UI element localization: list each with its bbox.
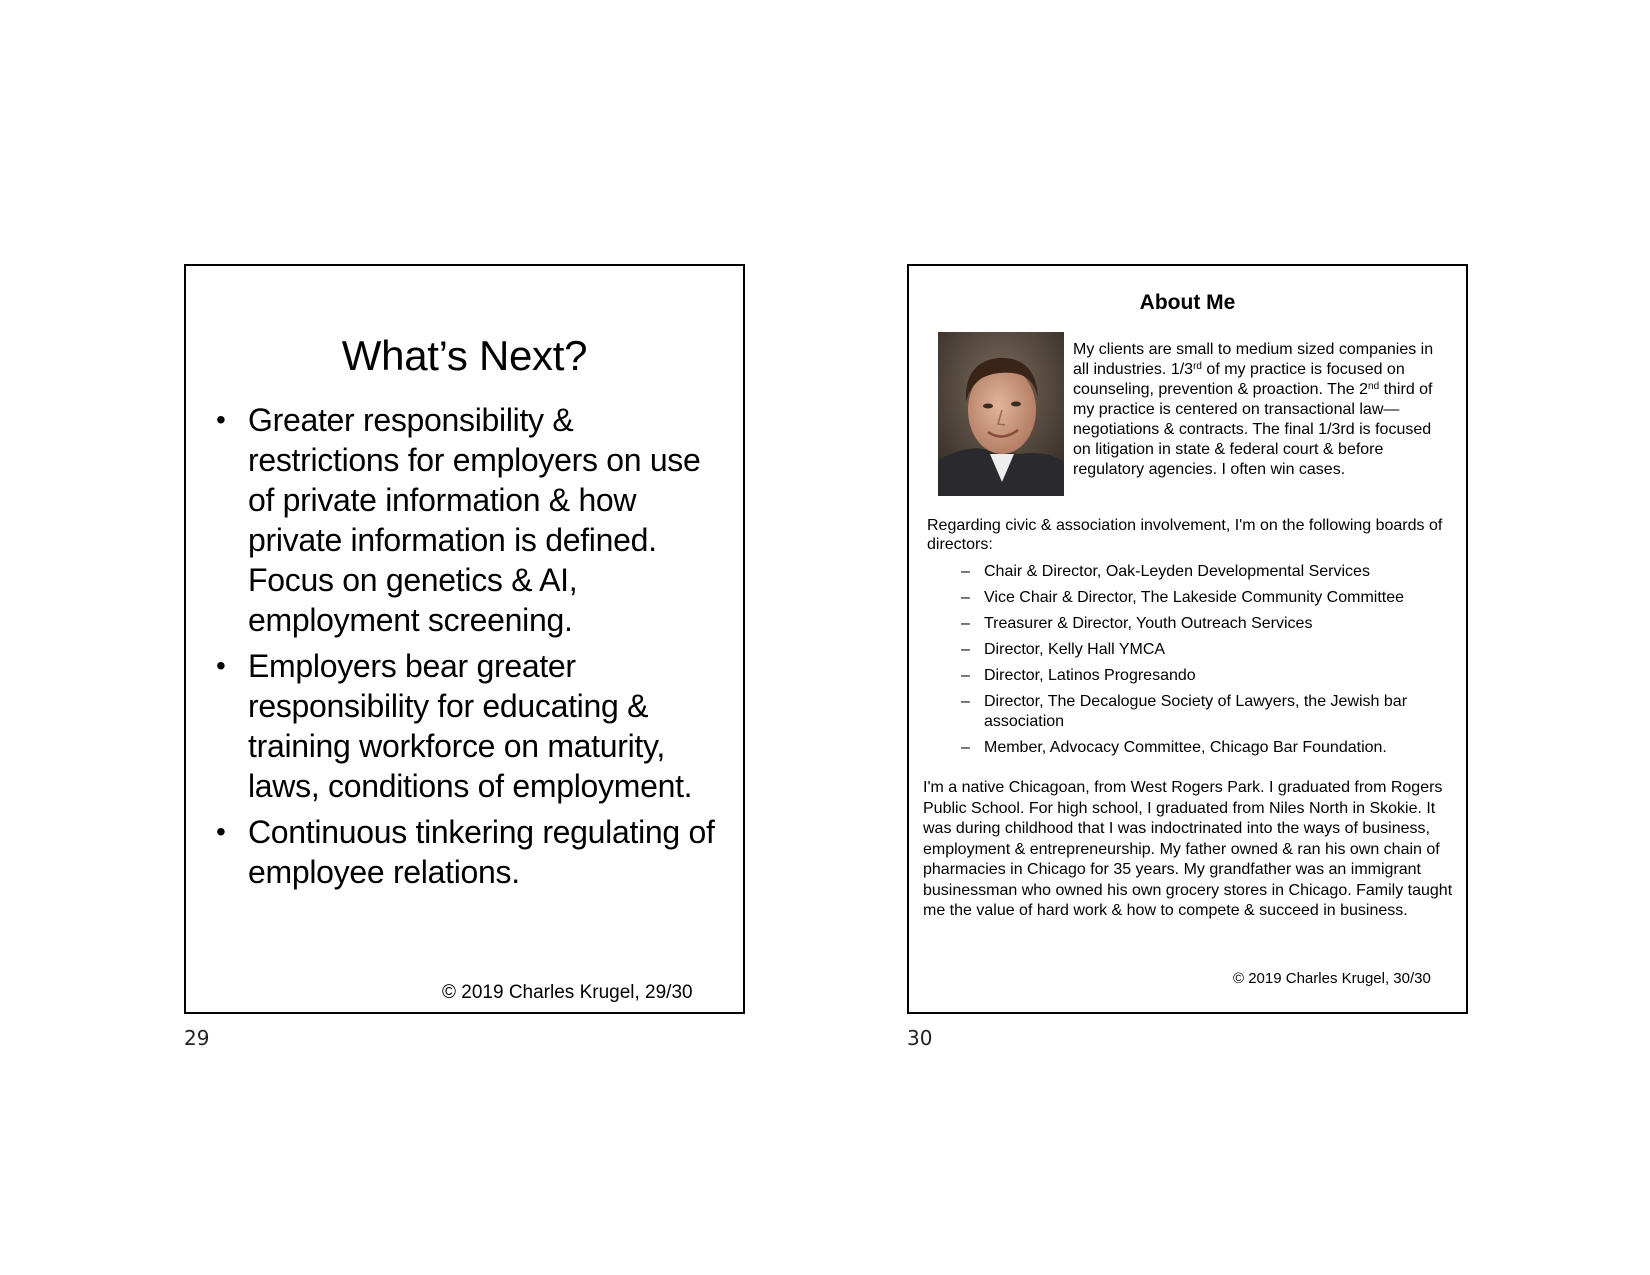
list-item bbox=[961, 692, 1441, 732]
page-number: 30 bbox=[907, 1026, 933, 1050]
bullet-icon: • bbox=[216, 816, 226, 847]
list-item bbox=[961, 588, 1441, 608]
list-item bbox=[961, 640, 1441, 660]
dash-icon: – bbox=[961, 589, 970, 606]
bullet-text: Employers bear greater responsibility for educating & training workforce on maturity, laws, conditions of employment. bbox=[248, 648, 693, 804]
list-item bbox=[961, 562, 1441, 582]
portrait-image bbox=[938, 332, 1064, 496]
dash-icon: – bbox=[961, 563, 970, 580]
dash-icon: – bbox=[961, 615, 970, 632]
board-text: Director, The Decalogue Society of Lawyers, the Jewish bar association bbox=[984, 693, 1408, 730]
bullet-text: Greater responsibility & restrictions for employers on use of private information & how private information is defined. Focus on genetics & AI, employment screening. bbox=[248, 402, 701, 638]
board-text: Director, Kelly Hall YMCA bbox=[984, 641, 1166, 658]
bullet-item bbox=[216, 400, 721, 640]
bullet-list bbox=[216, 400, 721, 898]
author-photo bbox=[938, 332, 1064, 496]
list-item bbox=[961, 738, 1441, 758]
intro-text: third of my practice is centered on transactional law—negotiations & contracts. The final 1/3rd is focused on litigation in state & federal court & before regulatory agencies. I often win cases. bbox=[1073, 381, 1433, 478]
intro-text: of my practice is focused on counseling, prevention & proaction. The 2 bbox=[1073, 361, 1405, 398]
slide-footer: © 2019 Charles Krugel, 29/30 bbox=[442, 982, 693, 1003]
slide-footer: © 2019 Charles Krugel, 30/30 bbox=[1233, 970, 1431, 987]
intro-text: My clients are small to medium sized companies in all industries. 1/3 bbox=[1073, 341, 1434, 378]
board-text: Vice Chair & Director, The Lakeside Community Committee bbox=[984, 589, 1405, 606]
board-text: Director, Latinos Progresando bbox=[984, 667, 1196, 684]
slide-29 bbox=[184, 264, 745, 1014]
dash-icon: – bbox=[961, 693, 970, 710]
board-text: Member, Advocacy Committee, Chicago Bar Foundation. bbox=[984, 739, 1387, 756]
superscript: rd bbox=[1193, 361, 1202, 372]
list-item bbox=[961, 666, 1441, 686]
slide-30 bbox=[907, 264, 1468, 1014]
bullet-icon: • bbox=[216, 650, 226, 681]
intro-paragraph bbox=[1073, 340, 1453, 480]
board-text: Chair & Director, Oak-Leyden Developmental Services bbox=[984, 563, 1370, 580]
bullet-text: Continuous tinkering regulating of employee relations. bbox=[248, 814, 715, 890]
board-text: Treasurer & Director, Youth Outreach Services bbox=[984, 615, 1313, 632]
bullet-icon: • bbox=[216, 404, 226, 435]
slide-title: About Me bbox=[1139, 291, 1236, 314]
dash-icon: – bbox=[961, 739, 970, 756]
bullet-item bbox=[216, 812, 721, 892]
dash-icon: – bbox=[961, 641, 970, 658]
civic-intro: Regarding civic & association involvement, I'm on the following boards of directors: bbox=[927, 517, 1443, 553]
page-number: 29 bbox=[184, 1026, 210, 1050]
bullet-item bbox=[216, 646, 721, 806]
list-item bbox=[961, 614, 1441, 634]
boards-list bbox=[961, 562, 1441, 764]
dash-icon: – bbox=[961, 667, 970, 684]
slide-title: What’s Next? bbox=[341, 332, 588, 379]
background-paragraph: I'm a native Chicagoan, from West Rogers Park. I graduated from Rogers Public School. For high school, I graduated from Niles North in Skokie. It was during childhood that I was indoctrinated into the ways of business, employment & entrepreneurship. My father owned & ran his own chain of pharmacies in Chicago for 35 years. My grandfather was an immigrant businessman who owned his own grocery stores in Chicago. Family taught me the value of hard work & how to compete & succeed in business. bbox=[923, 779, 1453, 919]
superscript: nd bbox=[1368, 381, 1380, 392]
